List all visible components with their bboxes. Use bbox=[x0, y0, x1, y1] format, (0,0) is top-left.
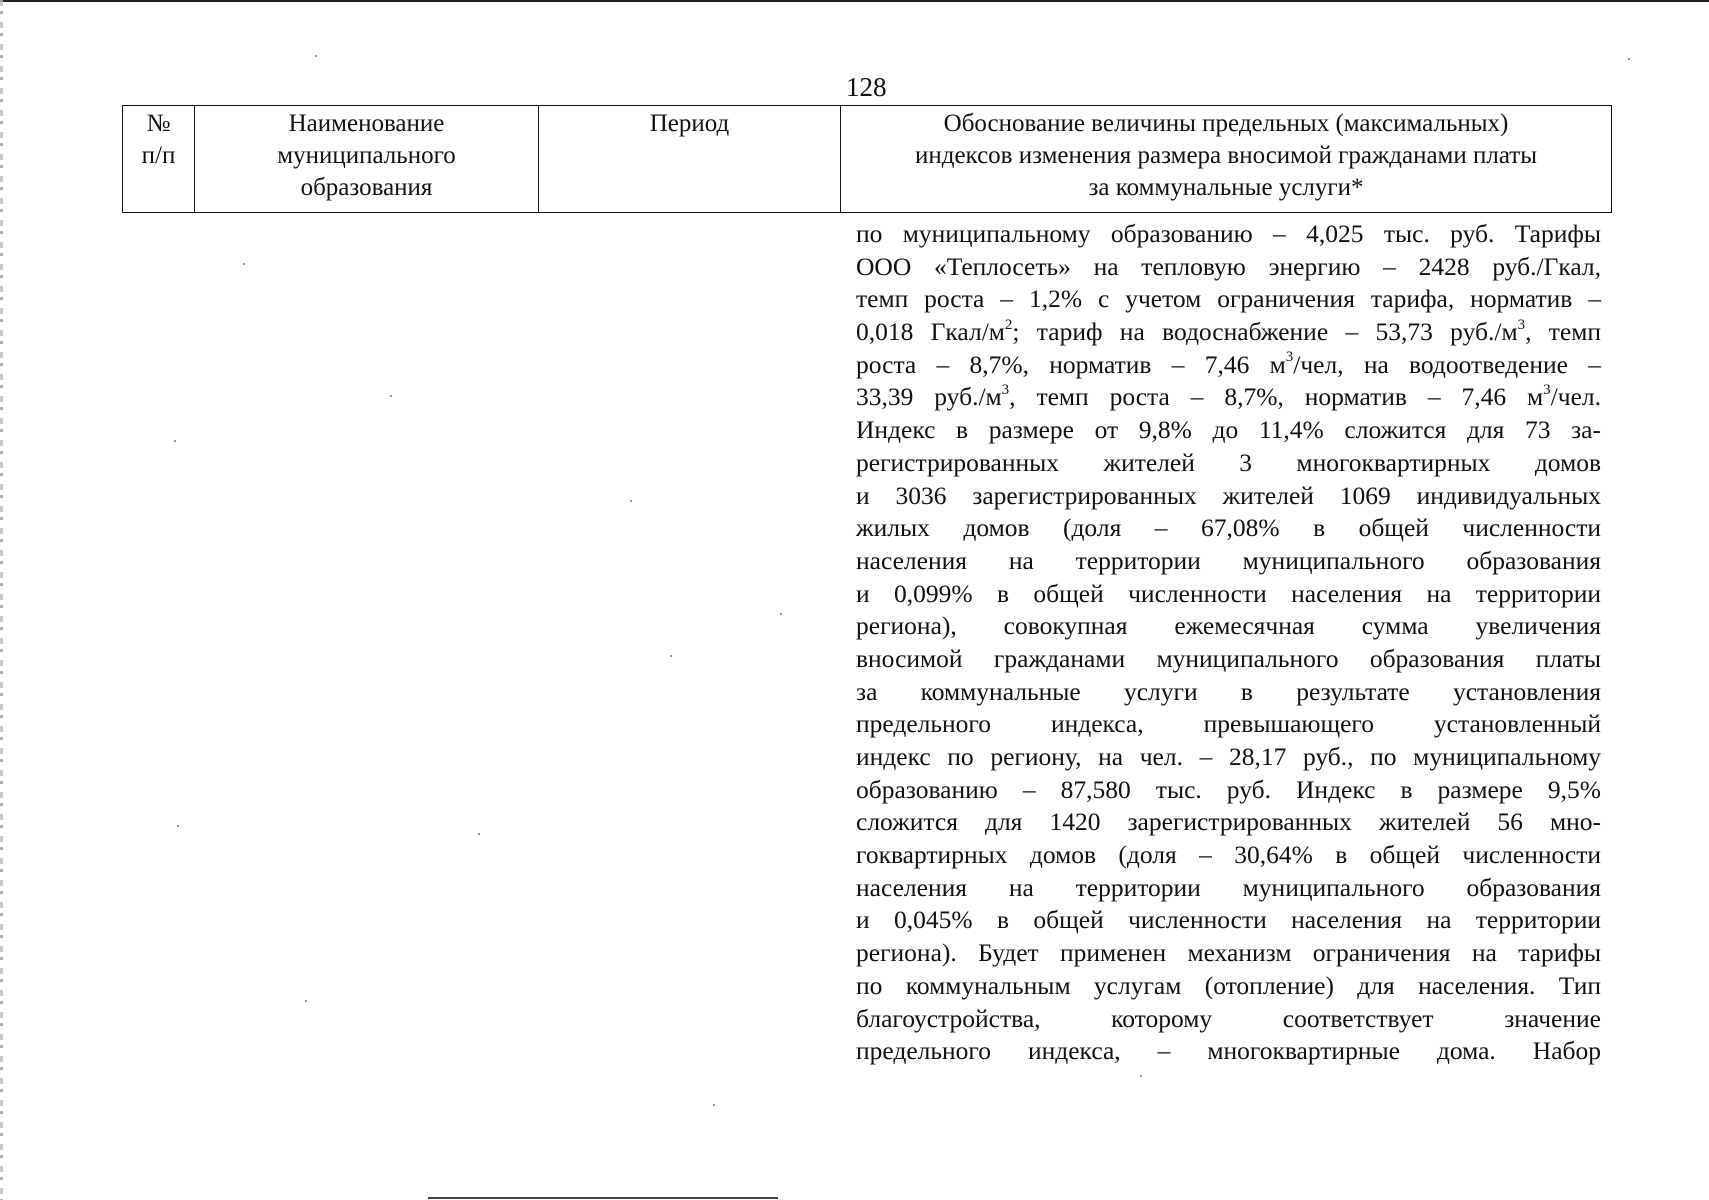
text-fragment: по коммунальным услугам (отопление) для населения. Тип bbox=[856, 970, 1601, 1000]
superscript-exponent: 3 bbox=[1001, 381, 1010, 398]
superscript-exponent: 2 bbox=[1004, 316, 1013, 333]
table-header bbox=[122, 105, 1612, 213]
text-line bbox=[856, 545, 1601, 578]
text-fragment: вносимой гражданами муниципального образования платы bbox=[856, 643, 1601, 673]
text-line bbox=[856, 447, 1601, 480]
scan-speck bbox=[305, 1000, 307, 1002]
text-line bbox=[856, 349, 1601, 382]
text-fragment: Индекс в размере от 9,8% до 11,4% сложится для 73 за- bbox=[856, 415, 1601, 445]
text-fragment: индекс по региону, на чел. – 28,17 руб., по муниципальному bbox=[856, 742, 1601, 771]
text-fragment: гоквартирных домов (доля – 30,64% в общей численности bbox=[856, 840, 1601, 870]
text-fragment: за коммунальные услуги в результате установления bbox=[856, 676, 1601, 706]
text-fragment: благоустройства, которому соответствует значение bbox=[856, 1003, 1601, 1033]
scan-speck bbox=[713, 1104, 715, 1106]
text-fragment: /чел, на водоотведение – bbox=[1293, 349, 1601, 379]
text-line bbox=[856, 316, 1601, 349]
column-header-justification-line2: индексов изменения размера вносимой гражданами платы bbox=[914, 142, 1538, 169]
text-fragment: населения на территории муниципального образования bbox=[856, 872, 1601, 902]
scan-speck bbox=[177, 825, 179, 827]
scan-speck bbox=[315, 55, 317, 57]
text-fragment: и 0,099% в общей численности населения на территории bbox=[856, 578, 1601, 608]
text-fragment: роста – 8,7%, норматив – 7,46 м bbox=[856, 349, 1286, 379]
text-fragment: 0,018 Гкал/м bbox=[856, 317, 1005, 347]
text-line bbox=[856, 937, 1601, 970]
column-header-justification-line3: за коммунальные услуги* bbox=[1088, 174, 1364, 201]
column-header-period bbox=[539, 106, 841, 213]
column-header-municipality-line3: образования bbox=[300, 174, 433, 201]
superscript-exponent: 3 bbox=[1543, 381, 1551, 398]
column-header-municipality-line2: муниципального bbox=[277, 142, 456, 169]
scan-left-edge bbox=[0, 0, 3, 1200]
scan-speck bbox=[174, 440, 176, 442]
column-header-justification bbox=[841, 106, 1612, 213]
superscript-exponent: 3 bbox=[1517, 316, 1526, 333]
text-fragment: и 0,045% в общей численности населения на территории bbox=[856, 905, 1601, 935]
text-line bbox=[856, 839, 1601, 872]
scan-speck bbox=[780, 613, 782, 615]
text-line bbox=[856, 904, 1601, 937]
text-fragment: региона). Будет применен механизм ограничения на тарифы bbox=[856, 938, 1601, 968]
text-line bbox=[856, 218, 1601, 251]
page-number: 128 bbox=[846, 72, 887, 102]
scan-speck bbox=[1628, 58, 1630, 60]
text-fragment: ; тариф на водоснабжение – 53,73 руб./м bbox=[1012, 317, 1518, 347]
text-fragment: по муниципальному образованию – 4,025 тыс. руб. Тарифы bbox=[856, 219, 1601, 248]
text-line bbox=[856, 872, 1601, 905]
text-line bbox=[856, 381, 1601, 414]
text-fragment: , темп bbox=[1525, 317, 1602, 347]
text-line bbox=[856, 643, 1601, 676]
text-line bbox=[856, 251, 1601, 284]
scan-bottom-mark bbox=[428, 1197, 778, 1199]
text-fragment: и 3036 зарегистрированных жителей 1069 индивидуальных bbox=[856, 480, 1601, 510]
text-line bbox=[856, 414, 1601, 447]
text-fragment: темп роста – 1,2% с учетом ограничения тарифа, норматив – bbox=[856, 284, 1601, 314]
text-fragment: предельного индекса, – многоквартирные дома. Набор bbox=[856, 1036, 1601, 1066]
text-line bbox=[856, 578, 1601, 611]
justification-text bbox=[856, 218, 1601, 1068]
text-fragment: сложится для 1420 зарегистрированных жителей 56 мно- bbox=[856, 807, 1601, 837]
text-line bbox=[856, 480, 1601, 513]
text-line bbox=[856, 283, 1601, 316]
column-header-justification-line1: Обоснование величины предельных (максимальных) bbox=[943, 110, 1509, 137]
scan-speck bbox=[1140, 1075, 1142, 1077]
column-header-municipality bbox=[195, 106, 539, 213]
column-header-number bbox=[123, 106, 195, 213]
text-fragment: ООО «Теплосеть» на тепловую энергию – 2428 руб./Гкал, bbox=[856, 251, 1601, 281]
scan-speck bbox=[243, 263, 245, 265]
table-header-row bbox=[123, 106, 1612, 213]
text-line bbox=[856, 806, 1601, 839]
text-line bbox=[856, 676, 1601, 709]
text-line bbox=[856, 970, 1601, 1003]
scan-speck bbox=[390, 395, 392, 397]
text-line bbox=[856, 708, 1601, 741]
text-line bbox=[856, 1035, 1601, 1068]
text-fragment: жилых домов (доля – 67,08% в общей численности bbox=[856, 513, 1601, 543]
text-fragment: , темп роста – 8,7%, норматив – 7,46 м bbox=[1009, 382, 1544, 412]
text-line bbox=[856, 1003, 1601, 1036]
scan-speck bbox=[630, 500, 632, 502]
text-line bbox=[856, 610, 1601, 643]
text-fragment: населения на территории муниципального образования bbox=[856, 545, 1601, 575]
column-header-period-label: Период bbox=[649, 110, 730, 137]
scan-speck bbox=[670, 655, 672, 657]
scan-speck bbox=[478, 833, 480, 835]
scan-top-edge bbox=[0, 0, 1709, 2]
text-line bbox=[856, 741, 1601, 774]
column-header-number-line1: № bbox=[146, 110, 171, 137]
column-header-number-line2: п/п bbox=[141, 142, 176, 169]
column-header-municipality-line1: Наименование bbox=[288, 110, 445, 137]
text-line bbox=[856, 512, 1601, 545]
text-fragment: региона), совокупная ежемесячная сумма увеличения bbox=[856, 611, 1601, 641]
text-line bbox=[856, 774, 1601, 807]
text-fragment: образованию – 87,580 тыс. руб. Индекс в размере 9,5% bbox=[856, 774, 1601, 804]
superscript-exponent: 3 bbox=[1285, 349, 1294, 366]
text-fragment: /чел. bbox=[1550, 382, 1601, 412]
text-fragment: регистрированных жителей 3 многоквартирных домов bbox=[856, 447, 1601, 477]
text-fragment: 33,39 руб./м bbox=[856, 382, 1002, 412]
text-fragment: предельного индекса, превышающего установленный bbox=[856, 709, 1601, 739]
